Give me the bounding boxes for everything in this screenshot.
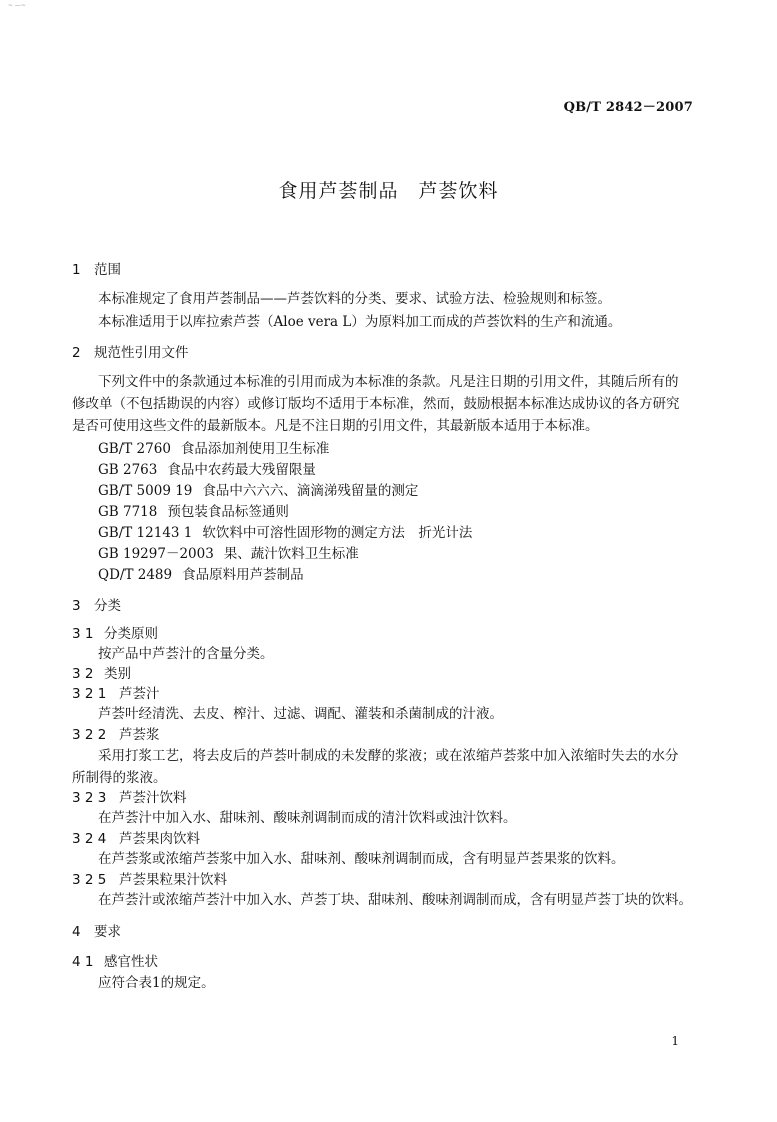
subsection-3-1-heading — [72, 622, 158, 642]
reference-title: 食品添加剂使用卫生标准 — [180, 441, 330, 457]
paragraph-line: 采用打浆工艺，将去皮后的芦荟叶制成的未发酵的浆液；或在浓缩芦荟浆中加入浓缩时失去的水分 — [98, 748, 679, 764]
reference-item — [98, 437, 329, 457]
reference-title: 食品中六六六、滴滴涕残留量的测定 — [202, 483, 419, 499]
paragraph-line: 所制得的浆液。 — [72, 770, 167, 786]
paragraph-line: 是否可使用这些文件的最新版本。凡是不注日期的引用文件，其最新版本适用于本标准。 — [72, 418, 599, 434]
reference-code: GB/T 2760 — [98, 441, 171, 457]
reference-code: QD/T 2489 — [98, 567, 173, 583]
reference-code: GB 7718 — [98, 504, 158, 520]
paragraph: 本标准规定了食用芦荟制品——芦荟饮料的分类、要求、试验方法、检验规则和标签。 — [98, 291, 611, 307]
reference-title: 食品中农药最大残留限量 — [167, 462, 316, 478]
section-title: 芦荟果肉饮料 — [119, 831, 200, 847]
paragraph: 芦荟叶经清洗、去皮、榨汁、过滤、调配、灌装和杀菌制成的汁液。 — [98, 706, 503, 722]
section-number: 4 1 — [72, 954, 94, 970]
reference-item — [98, 542, 359, 562]
reference-item — [98, 458, 316, 478]
paragraph-line: 修改单（不包括勘误的内容）或修订版均不适用于本标准，然而，鼓励根据本标准达成协议的各方研究 — [72, 396, 680, 412]
section-title: 芦荟汁 — [119, 686, 160, 702]
section-title: 分类 — [94, 598, 121, 614]
subsection-3-2-heading — [72, 662, 131, 682]
section-title: 分类原则 — [104, 626, 158, 642]
section-4-heading — [72, 920, 121, 940]
section-number: 4 — [72, 924, 81, 940]
section-1-heading — [72, 258, 121, 278]
reference-title: 食品原料用芦荟制品 — [182, 567, 304, 583]
subsection-4-1-heading — [72, 950, 158, 970]
paragraph: 在芦荟汁中加入水、甜味剂、酸味剂调制而成的清汁饮料或浊汁饮料。 — [98, 810, 517, 826]
reference-code: GB/T 12143 1 — [98, 525, 193, 541]
reference-item — [98, 500, 289, 520]
paragraph: 在芦荟汁或浓缩芦荟汁中加入水、芦荟丁块、甜味剂、酸味剂调制而成，含有明显芦荟丁块的饮料。 — [98, 892, 692, 908]
subsection-3-2-4-heading — [72, 827, 200, 847]
subsection-3-2-1-heading — [72, 682, 160, 702]
paragraph: 在芦荟浆或浓缩芦荟浆中加入水、甜味剂、酸味剂调制而成，含有明显芦荟果浆的饮料。 — [98, 851, 625, 867]
paragraph-line: 下列文件中的条款通过本标准的引用而成为本标准的条款。凡是注日期的引用文件，其随后所有的 — [98, 374, 679, 390]
section-title: 芦荟果粒果汁饮料 — [119, 872, 227, 888]
reference-item — [98, 563, 304, 583]
reference-code: GB 19297－2003 — [98, 546, 214, 562]
section-number: 3 2 5 — [72, 872, 107, 888]
section-2-heading — [72, 341, 189, 361]
section-number: 3 2 2 — [72, 727, 107, 743]
section-number: 3 2 — [72, 666, 94, 682]
subsection-3-2-2-heading — [72, 723, 160, 743]
section-number: 2 — [72, 345, 81, 361]
paragraph: 按产品中芦荟汁的含量分类。 — [98, 646, 274, 662]
section-number: 3 1 — [72, 626, 94, 642]
section-number: 3 2 1 — [72, 686, 107, 702]
section-title: 类别 — [104, 666, 131, 682]
scan-corner-mark: ~ —~ — [8, 2, 26, 9]
section-number: 3 2 3 — [72, 790, 107, 806]
subsection-3-2-5-heading — [72, 868, 227, 888]
reference-code: GB 2763 — [98, 462, 158, 478]
reference-title: 预包装食品标签通则 — [167, 504, 289, 520]
section-3-heading — [72, 594, 121, 614]
standard-code: QB/T 2842－2007 — [563, 100, 693, 115]
subsection-3-2-3-heading — [72, 786, 187, 806]
paragraph: 应符合表1的规定。 — [98, 975, 215, 991]
section-number: 3 2 4 — [72, 831, 107, 847]
section-title: 范围 — [94, 262, 121, 278]
section-number: 3 — [72, 598, 81, 614]
section-number: 1 — [72, 262, 81, 278]
section-title: 规范性引用文件 — [94, 345, 189, 361]
section-title: 芦荟汁饮料 — [119, 790, 187, 806]
document-title: 食用芦荟制品 芦荟饮料 — [278, 180, 499, 202]
reference-item — [98, 479, 418, 499]
reference-item — [98, 521, 472, 541]
reference-code: GB/T 5009 19 — [98, 483, 193, 499]
section-title: 芦荟浆 — [119, 727, 160, 743]
section-title: 感官性状 — [104, 954, 158, 970]
reference-title: 软饮料中可溶性固形物的测定方法 折光计法 — [202, 525, 473, 541]
paragraph: 本标准适用于以库拉索芦荟（Aloe vera L）为原料加工而成的芦荟饮料的生产和流通。 — [98, 314, 622, 330]
section-title: 要求 — [94, 924, 121, 940]
page-number: 1 — [671, 1034, 679, 1048]
reference-title: 果、蔬汁饮料卫生标准 — [223, 546, 359, 562]
